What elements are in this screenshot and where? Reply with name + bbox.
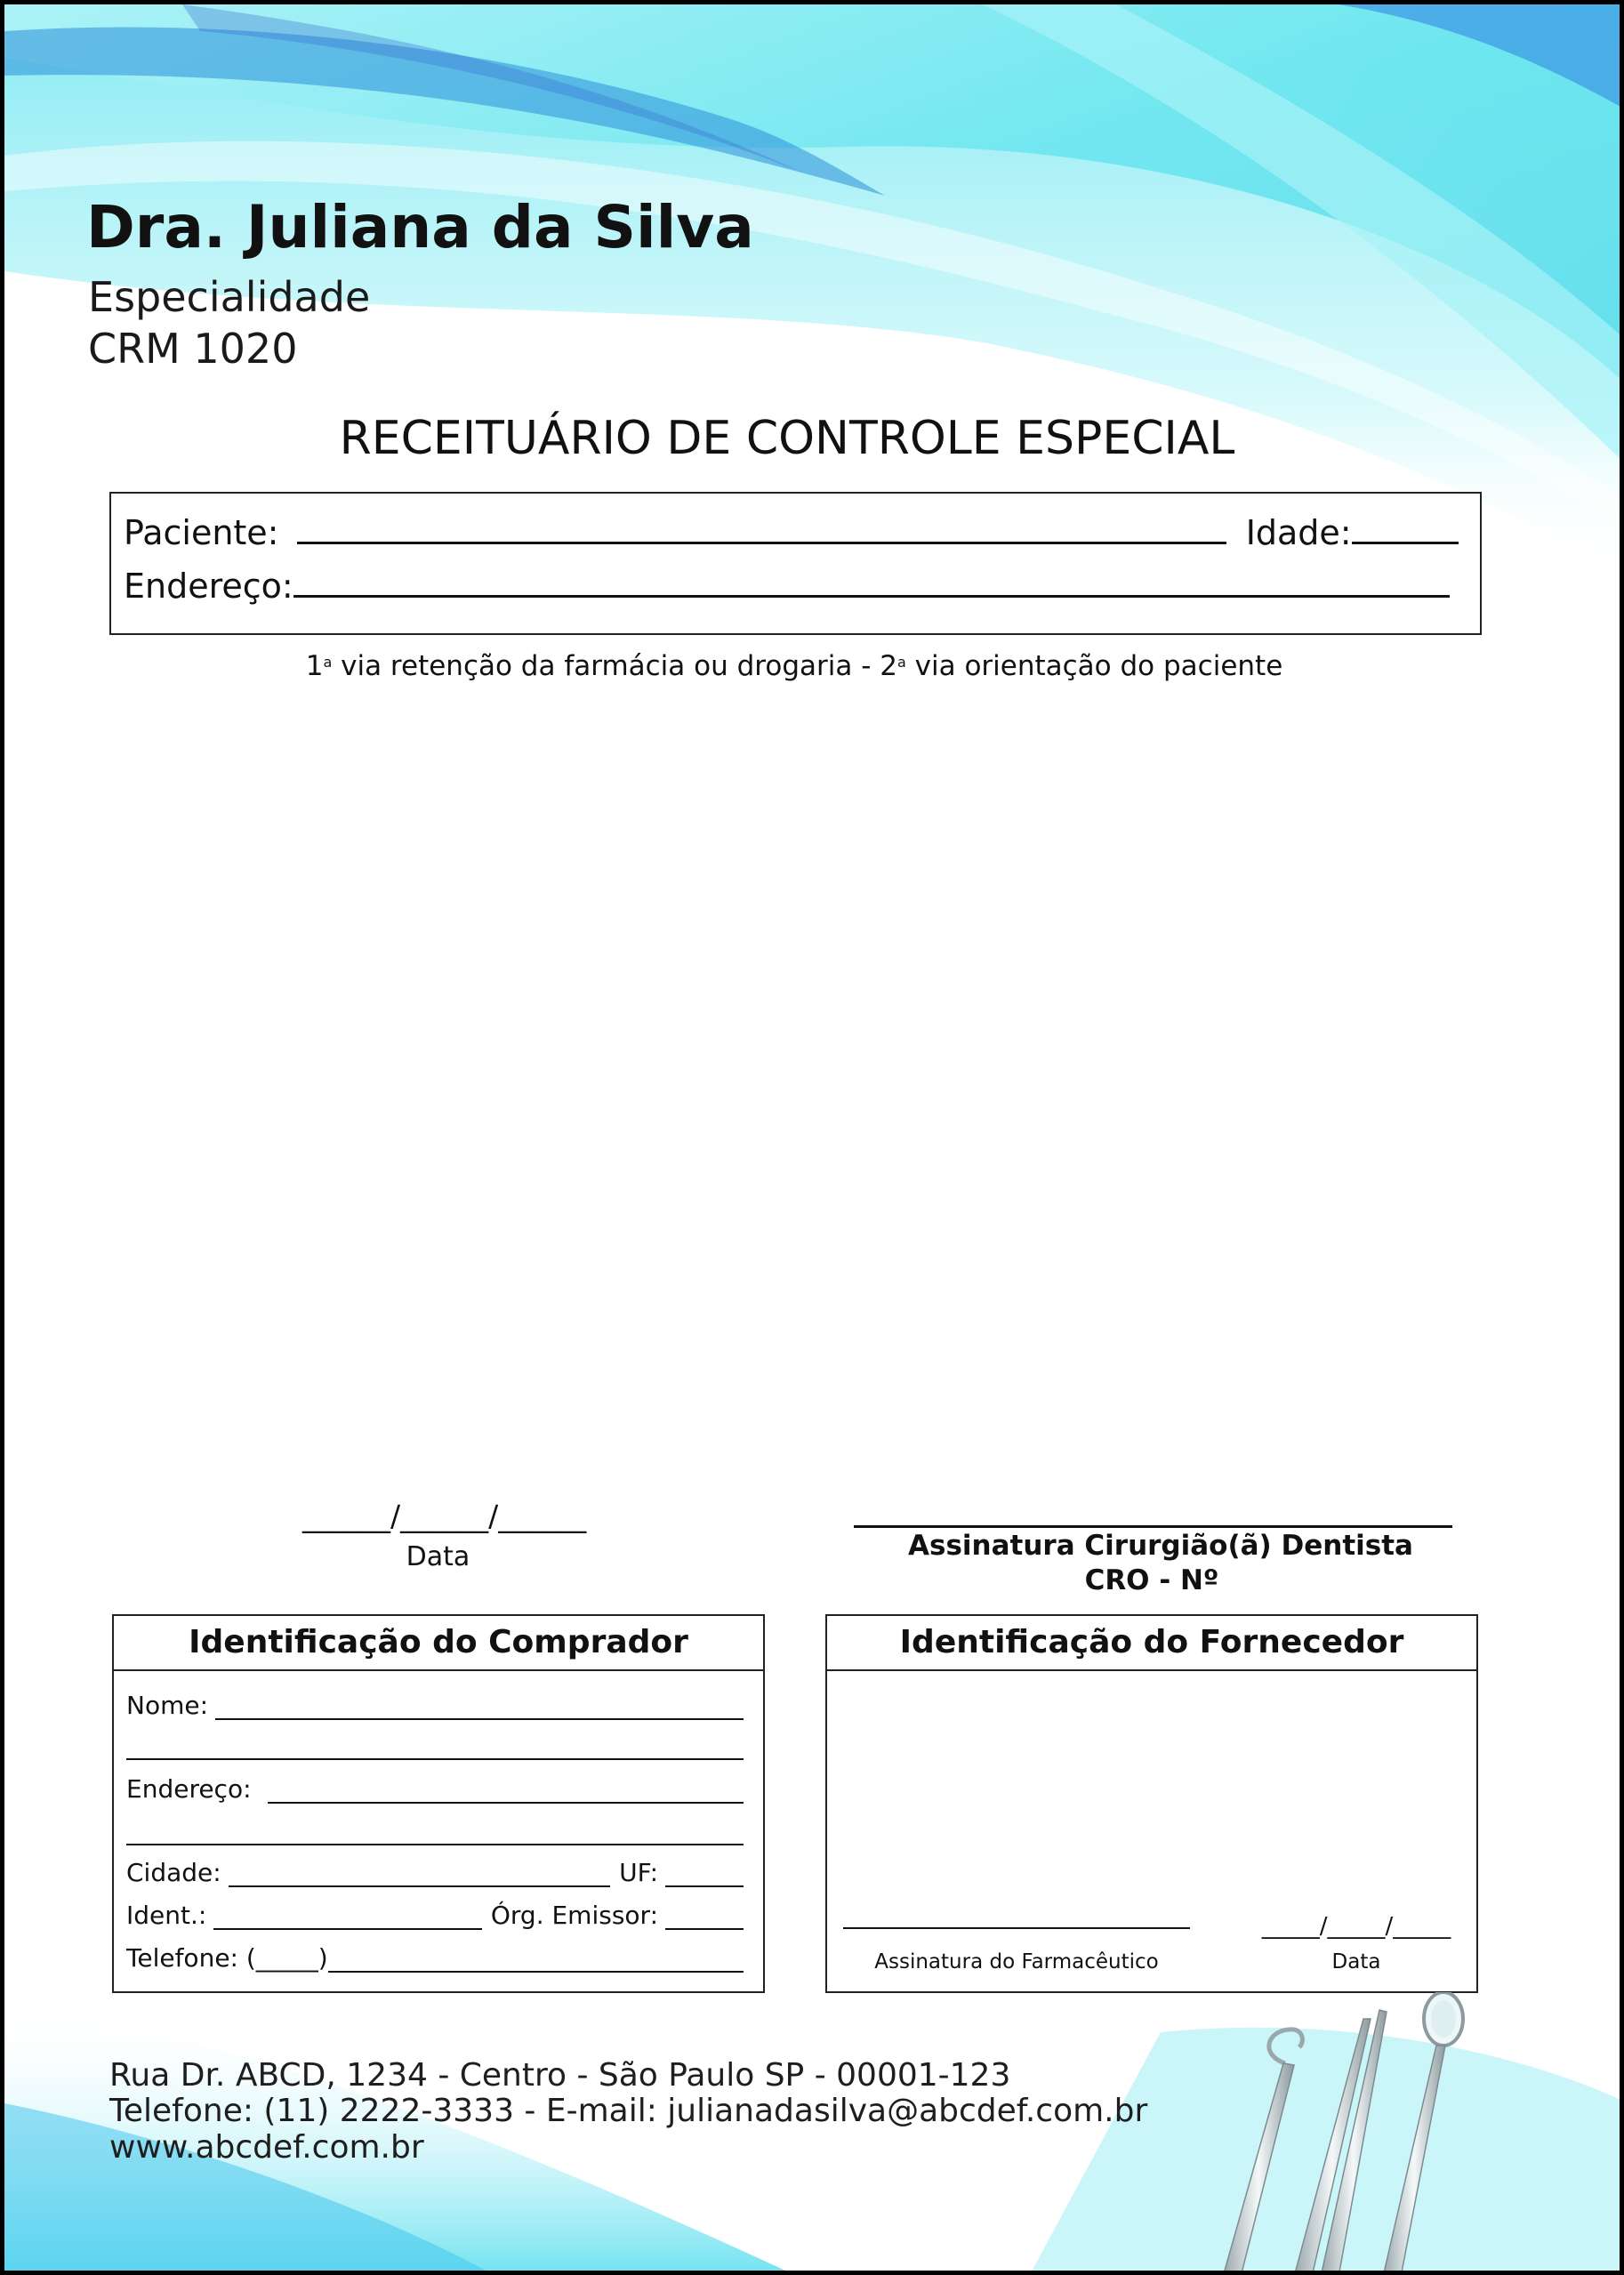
supplier-date-field[interactable]: _____/_____/_____ (1261, 1913, 1451, 1940)
phone-label: Telefone: (_____) (126, 1943, 328, 1973)
pharmacist-signature-line[interactable] (843, 1927, 1190, 1929)
buyer-identification-box (112, 1614, 765, 1993)
buyer-address-field-2[interactable] (126, 1817, 744, 1845)
footer-contact: Telefone: (11) 2222-3333 - E-mail: julianadasilva@abcdef.com.br (109, 2093, 1148, 2129)
supplier-box-title: Identificação do Fornecedor (827, 1616, 1476, 1671)
dentist-signature-label: Assinatura Cirurgião(ã) Dentista (908, 1530, 1413, 1562)
buyer-name-row-2 (126, 1732, 744, 1760)
age-label: Idade: (1245, 513, 1352, 552)
city-field[interactable] (229, 1859, 610, 1887)
issuer-label: Órg. Emissor: (490, 1901, 658, 1930)
phone-field[interactable] (328, 1944, 744, 1973)
uf-label: UF: (619, 1858, 658, 1887)
buyer-name-row (126, 1691, 744, 1720)
footer-website[interactable]: www.abcdef.com.br (109, 2129, 424, 2166)
buyer-phone-row (126, 1943, 744, 1973)
doctor-name: Dra. Juliana da Silva (86, 193, 754, 261)
prescription-date-field[interactable]: ______/______/______ (302, 1499, 587, 1533)
doctor-registration: CRM 1020 (88, 325, 298, 373)
buyer-address-field[interactable] (268, 1775, 744, 1804)
buyer-box-title: Identificação do Comprador (114, 1616, 763, 1671)
dentist-signature-line[interactable] (854, 1525, 1452, 1528)
buyer-name-field-2[interactable] (126, 1732, 744, 1760)
address-label: Endereço: (124, 567, 293, 606)
issuer-field[interactable] (665, 1901, 744, 1930)
patient-address-field[interactable] (293, 565, 1450, 598)
document-title: RECEITUÁRIO DE CONTROLE ESPECIAL (339, 412, 1235, 465)
via-note: 1$^a$ via retenção da farmácia ou drogaria - 2$^a$ via orientação do paciente (305, 650, 1283, 682)
supplier-date-label: Data (1331, 1950, 1381, 1974)
cro-label: CRO - Nº (1084, 1564, 1219, 1596)
footer-address: Rua Dr. ABCD, 1234 - Centro - São Paulo SP - 00001-123 (109, 2057, 1011, 2094)
pharmacist-signature-label: Assinatura do Farmacêutico (874, 1950, 1159, 1974)
patient-label: Paciente: (124, 513, 279, 552)
patient-name-field[interactable] (297, 511, 1226, 544)
address-row (124, 565, 1450, 606)
uf-field[interactable] (665, 1859, 744, 1887)
buyer-address-row (126, 1774, 744, 1804)
buyer-name-field[interactable] (215, 1692, 744, 1720)
buyer-id-row (126, 1901, 744, 1930)
buyer-address-row-2 (126, 1817, 744, 1845)
date-label: Data (406, 1541, 470, 1572)
patient-info-box (109, 492, 1482, 635)
buyer-address-label: Endereço: (126, 1774, 252, 1804)
buyer-name-label: Nome: (126, 1691, 209, 1720)
dental-instruments-icon (1205, 1992, 1507, 2275)
buyer-city-row (126, 1858, 744, 1887)
id-label: Ident.: (126, 1901, 207, 1930)
doctor-specialty: Especialidade (88, 273, 371, 321)
city-label: Cidade: (126, 1858, 221, 1887)
id-field[interactable] (213, 1901, 482, 1930)
supplier-identification-box (825, 1614, 1478, 1993)
patient-row (124, 511, 1459, 552)
age-field[interactable] (1352, 511, 1459, 544)
